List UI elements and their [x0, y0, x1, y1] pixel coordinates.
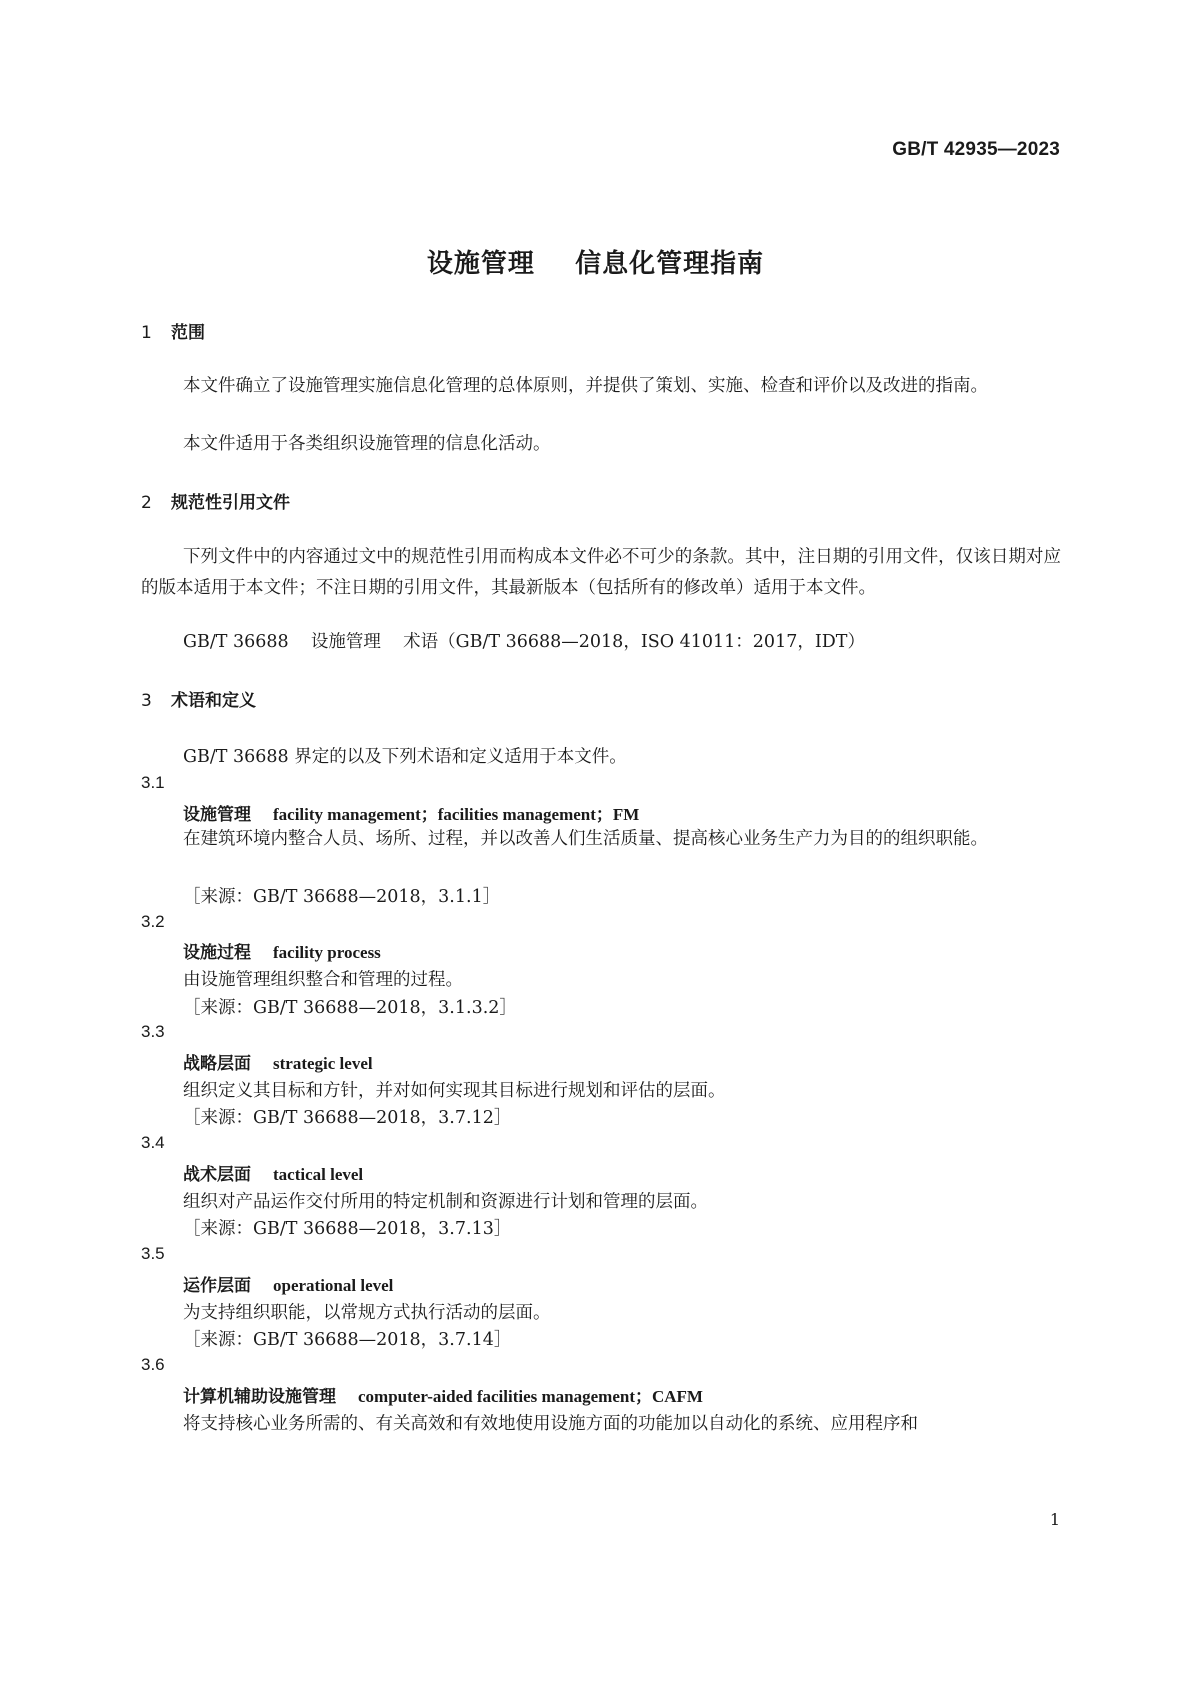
term-number: 3.2	[141, 912, 165, 931]
section-3-heading	[141, 686, 256, 711]
term-english: computer-aided facilities management；CAFM	[358, 1387, 703, 1406]
terms-intro: GB/T 36688 界定的以及下列术语和定义适用于本文件。	[183, 747, 627, 767]
term-number: 3.1	[141, 773, 165, 792]
term-title	[183, 800, 639, 825]
term-title	[183, 1382, 703, 1407]
term-english: operational level	[273, 1276, 394, 1295]
normative-paragraph: 下列文件中的内容通过文中的规范性引用而构成本文件必不可少的条款。其中，注日期的引用文件，仅该日期对应的版本适用于本文件；不注日期的引用文件，其最新版本（包括所有的修改单）适用于本文件。	[141, 547, 1061, 598]
term-source: ［来源：GB/T 36688—2018，3.1.1］	[183, 887, 501, 907]
section-number: 1	[141, 323, 152, 343]
section-title: 范围	[171, 323, 205, 343]
term-definition: 将支持核心业务所需的、有关高效和有效地使用设施方面的功能加以自动化的系统、应用程序和	[183, 1414, 918, 1434]
term-definition: 组织定义其目标和方针，并对如何实现其目标进行规划和评估的层面。	[183, 1081, 726, 1101]
term-number: 3.4	[141, 1133, 165, 1152]
term-number: 3.3	[141, 1022, 165, 1041]
term-english: facility process	[273, 943, 381, 962]
section-title: 术语和定义	[171, 691, 256, 711]
term-definition: 为支持组织职能，以常规方式执行活动的层面。	[183, 1303, 551, 1323]
term-chinese: 战术层面	[183, 1165, 251, 1185]
term-title	[183, 938, 381, 963]
normative-reference: GB/T 36688 设施管理 术语（GB/T 36688—2018，ISO 41011：2017，IDT）	[183, 632, 865, 652]
term-chinese: 计算机辅助设施管理	[183, 1387, 336, 1407]
term-english: strategic level	[273, 1054, 373, 1073]
term-number: 3.5	[141, 1244, 165, 1263]
term-definition: 组织对产品运作交付所用的特定机制和资源进行计划和管理的层面。	[183, 1192, 708, 1212]
term-number: 3.6	[141, 1355, 165, 1374]
section-number: 2	[141, 493, 152, 513]
section-number: 3	[141, 691, 152, 711]
term-definition: 在建筑环境内整合人员、场所、过程，并以改善人们生活质量、提高核心业务生产力为目的的组织职能。	[183, 829, 988, 849]
document-title: 设施管理 信息化管理指南	[426, 249, 765, 279]
section-title: 规范性引用文件	[171, 493, 290, 513]
term-source: ［来源：GB/T 36688—2018，3.7.12］	[183, 1108, 512, 1128]
scope-paragraph-2: 本文件适用于各类组织设施管理的信息化活动。	[183, 434, 551, 454]
term-title	[183, 1049, 373, 1074]
term-source: ［来源：GB/T 36688—2018，3.1.3.2］	[183, 998, 517, 1018]
term-english: tactical level	[273, 1165, 364, 1184]
scope-paragraph-1: 本文件确立了设施管理实施信息化管理的总体原则，并提供了策划、实施、检查和评价以及改进的指南。	[183, 376, 988, 396]
term-title	[183, 1160, 363, 1185]
section-2-heading	[141, 488, 290, 513]
page-number: 1	[1049, 1510, 1060, 1529]
term-source: ［来源：GB/T 36688—2018，3.7.13］	[183, 1219, 512, 1239]
term-english: facility management；facilities management；FM	[273, 805, 640, 824]
term-chinese: 战略层面	[183, 1054, 251, 1074]
term-source: ［来源：GB/T 36688—2018，3.7.14］	[183, 1330, 512, 1350]
term-definition: 由设施管理组织整合和管理的过程。	[183, 970, 463, 990]
standard-number: GB/T 42935—2023	[892, 139, 1060, 160]
term-chinese: 运作层面	[183, 1276, 251, 1296]
section-1-heading	[141, 318, 205, 343]
term-chinese: 设施过程	[183, 943, 251, 963]
term-chinese: 设施管理	[183, 805, 251, 825]
term-title	[183, 1271, 393, 1296]
